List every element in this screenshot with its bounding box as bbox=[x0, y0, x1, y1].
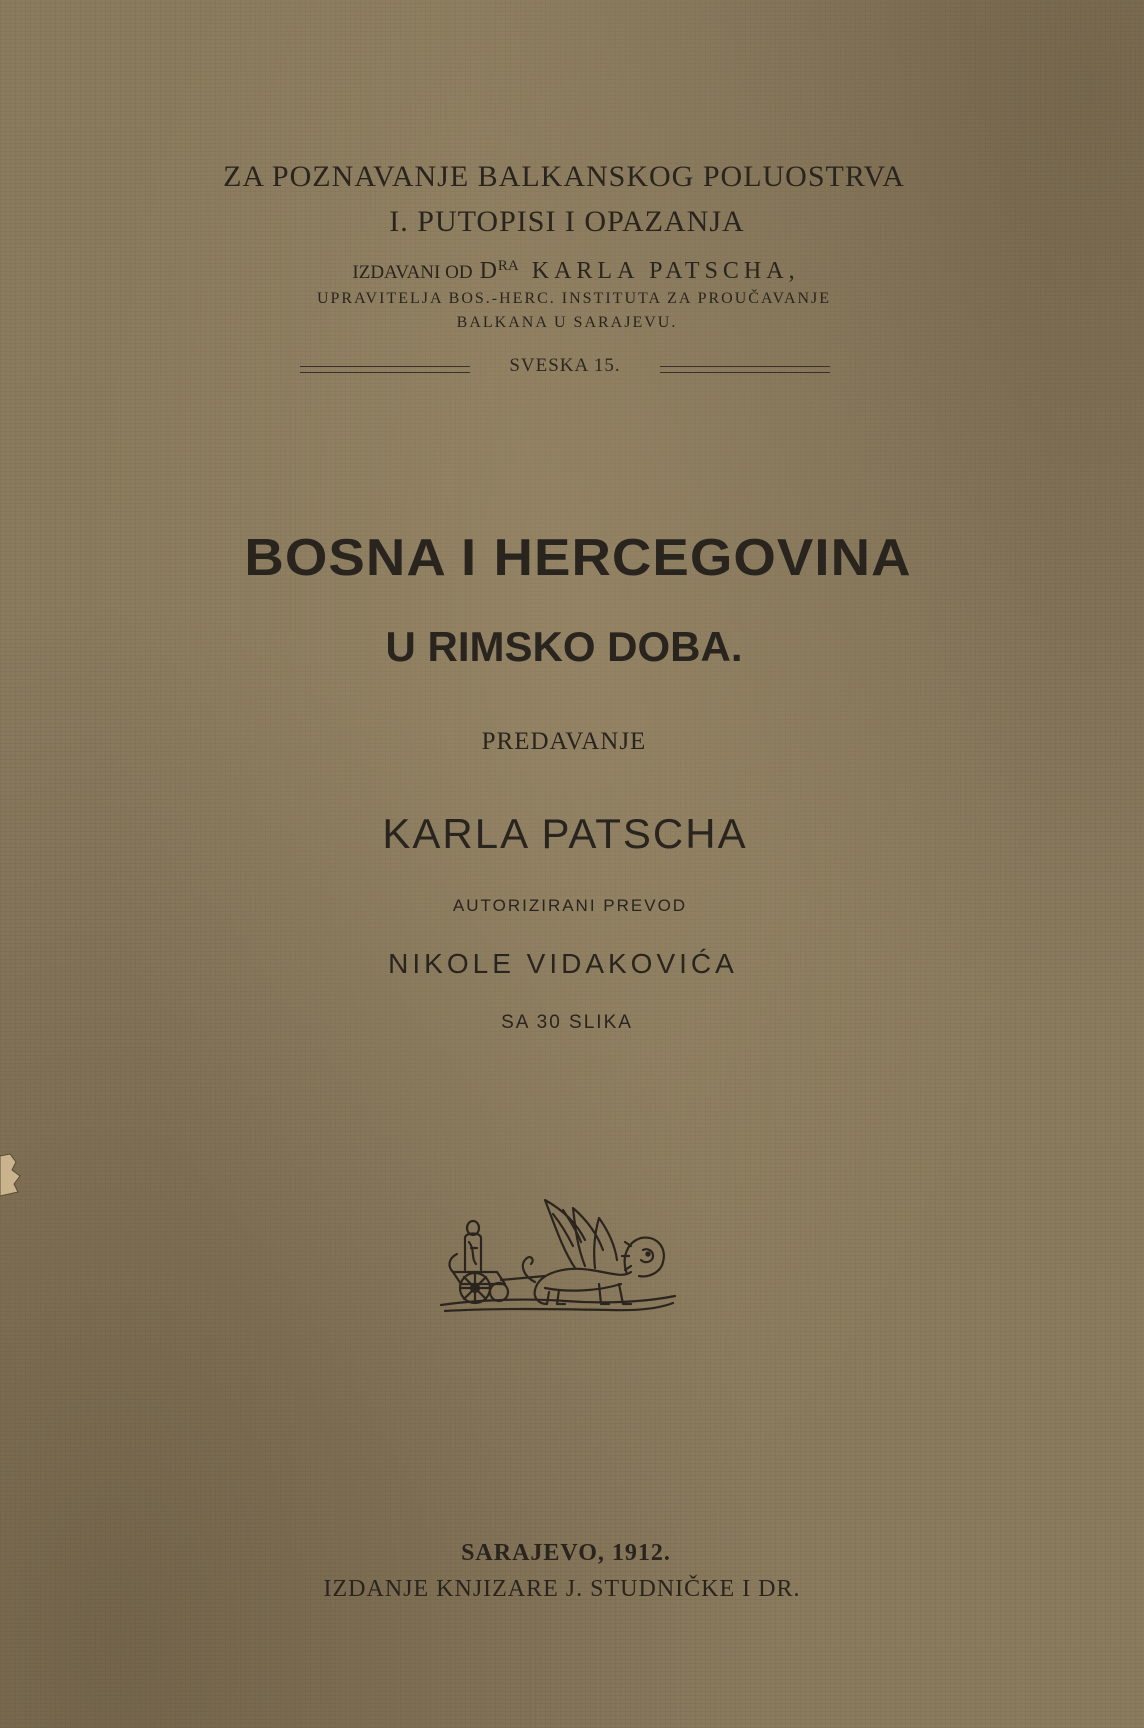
binding-tear bbox=[0, 1150, 26, 1198]
editor-prefix-sup: RA bbox=[497, 258, 519, 274]
lecture-label: PREDAVANJE bbox=[481, 728, 647, 755]
editor-name: KARLA PATSCHA, bbox=[531, 258, 800, 284]
book-title: BOSNA I HERCEGOVINA bbox=[244, 529, 912, 587]
series-title: ZA POZNAVANJE BALKANSKOG POLUOSTRVA bbox=[223, 160, 905, 193]
editor-line bbox=[4, 258, 1144, 285]
translator-name: NIKOLE VIDAKOVIĆA bbox=[388, 948, 738, 979]
imprint-place-year: SARAJEVO, 1912. bbox=[461, 1540, 671, 1566]
double-rule-right bbox=[660, 366, 830, 373]
book-subtitle: U RIMSKO DOBA. bbox=[385, 623, 743, 670]
volume-label: SVESKA 15. bbox=[509, 355, 621, 376]
imprint-publisher: IZDANJE KNJIZARE J. STUDNIČKE I DR. bbox=[323, 1576, 801, 1602]
author-name: KARLA PATSCHA bbox=[382, 810, 748, 857]
institute-line-2: BALKANA U SARAJEVU. bbox=[456, 314, 678, 331]
translation-label: AUTORIZIRANI PREVOD bbox=[452, 896, 688, 915]
editor-prefix: D bbox=[479, 258, 498, 284]
series-subtitle: I. PUTOPISI I OPAZANJA bbox=[389, 205, 745, 238]
illustrations-label: SA 30 SLIKA bbox=[501, 1012, 633, 1033]
winged-lion-chariot-icon bbox=[435, 1180, 680, 1340]
editor-lead: IZDAVANI OD bbox=[352, 262, 473, 283]
institute-line-1: UPRAVITELJA BOS.-HERC. INSTITUTA ZA PROUČAVANJE bbox=[316, 290, 832, 307]
volume-row bbox=[300, 353, 830, 383]
